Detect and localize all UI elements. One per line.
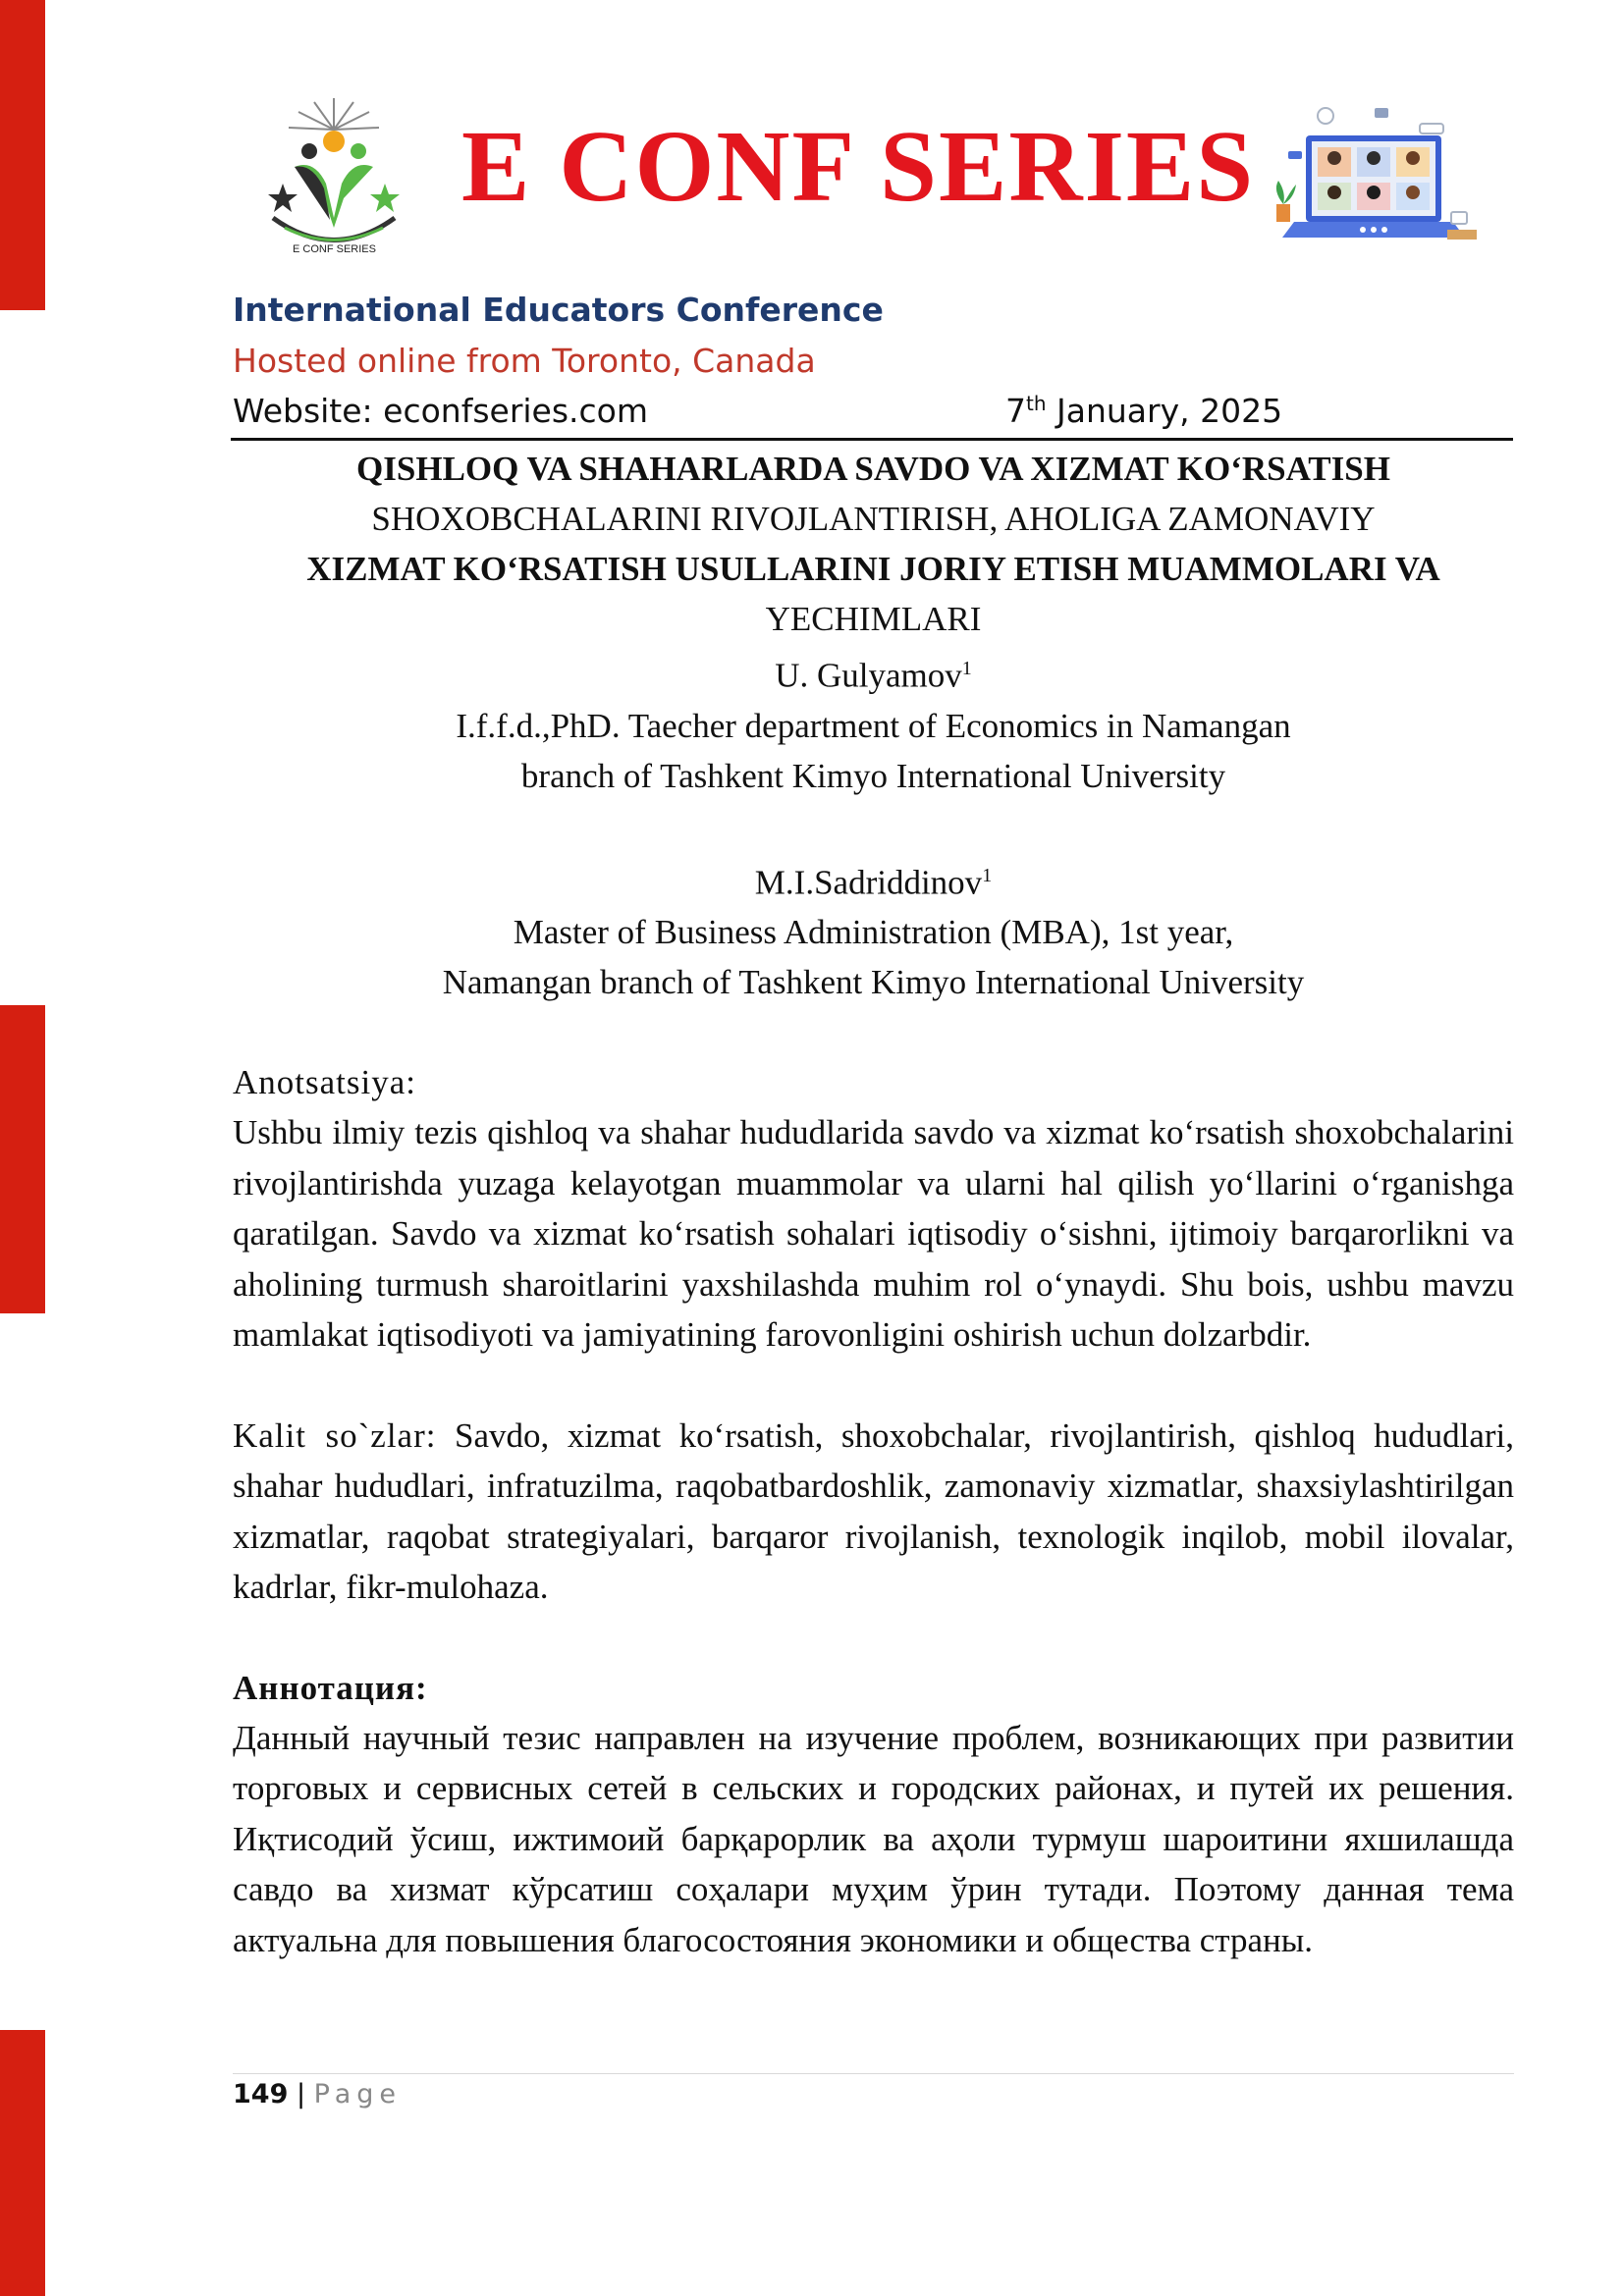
keywords-text: Savdo, xizmat ko‘rsatish, shoxobchalar, rivojlantirish, qishloq hududlari, shahar hududlari, infratuzilma, raqobatbardoshlik, zamonaviy xizmatlar, shaxsiylashtirilgan xizmatlar, raqobat strategiyalari, barqaror rivojlanish, texnologik inqilob, mobil ilovalar, kadrlar, fikr-mulohaza. [233, 1415, 1515, 1607]
footer-divider [233, 2073, 1514, 2074]
website-link[interactable]: Website: econfseries.com [233, 392, 649, 430]
author-1-affiliation-line-2: branch of Tashkent Kimyo International University [520, 756, 1226, 795]
author-1-name: U. Gulyamov$^1$ [775, 656, 972, 695]
abstract-label: Anotsatsiya: [233, 1063, 416, 1102]
author-1-affiliation-line-1: I.f.f.d.,PhD. Taecher department of Economics in Namangan [456, 706, 1291, 745]
sidebar-accent-middle [0, 1005, 45, 1313]
paper-body [233, 444, 1514, 1965]
video-conference-laptop-icon [1272, 102, 1479, 249]
footer-separator: | [288, 2079, 314, 2109]
paper-title-line-2: SHOXOBCHALARINI RIVOJLANTIRISH, AHOLIGA ZAMONAVIY [371, 500, 1376, 538]
logo-caption: E CONF SERIES [293, 243, 376, 255]
sidebar-accent-top [0, 0, 45, 310]
page-number: 149 [233, 2079, 289, 2109]
author-2-affiliation-line-1: Master of Business Administration (MBA), 1st year, [513, 913, 1234, 952]
conference-name: International Educators Conference [233, 291, 884, 329]
econf-logo-icon [265, 90, 403, 265]
brand-title: E CONF SERIES [461, 110, 1256, 223]
paper-title-line-4: YECHIMLARI [765, 600, 982, 638]
russian-abstract-text: Данный научный тезис направлен на изучение проблем, возникающих при развитии торговых и сервисных сетей в сельских и городских районах, и путей их решения. Иқтисодий ўсиш, ижтимоий барқарорлик ва аҳоли турмуш шароитини яхшилашда савдо ва хизмат кўрсатиш соҳалари муҳим ўрин тутади. Поэтому данная тема актуальна для повышения благосостояния экономики и общества страны. [233, 1718, 1514, 1959]
paper-title-line-1: QISHLOQ VA SHAHARLARDA SAVDO VA XIZMAT KO‘RSATISH [356, 450, 1390, 488]
author-2-name: M.I.Sadriddinov$^1$ [754, 863, 993, 902]
author-2-affiliation-line-2: Namangan branch of Tashkent Kimyo International University [442, 963, 1305, 1002]
russian-abstract-label: Аннотация: [233, 1668, 428, 1707]
sidebar-accent-bottom [0, 2030, 45, 2296]
conference-date: 7th January, 2025 [1005, 392, 1283, 430]
keywords-label: Kalit so`zlar: [233, 1415, 437, 1455]
keywords [233, 1411, 1514, 1613]
abstract-text: Ushbu ilmiy tezis qishloq va shahar hududlarida savdo va xizmat ko‘rsatish shoxobchalarini rivojlantirishda yuzaga kelayotgan muammolar va ularni hal qilish yo‘llarini o‘rganishga qaratilgan. Savdo va xizmat ko‘rsatish sohalari iqtisodiy o‘sishni, ijtimoiy barqarorlikni va aholining turmush sharoitlarini yaxshilashda muhim rol o‘ynaydi. Shu bois, ushbu mavzu mamlakat iqtisodiyoti va jamiyatining farovonligini oshirish uchun dolzarbdir. [233, 1113, 1514, 1355]
paper-title-line-3: XIZMAT KO‘RSATISH USULLARINI JORIY ETISH MUAMMOLARI VA [306, 550, 1440, 588]
hosted-location: Hosted online from Toronto, Canada [233, 342, 816, 380]
page-word: Page [313, 2079, 403, 2109]
page-footer [233, 2079, 402, 2109]
header-divider [231, 438, 1513, 441]
